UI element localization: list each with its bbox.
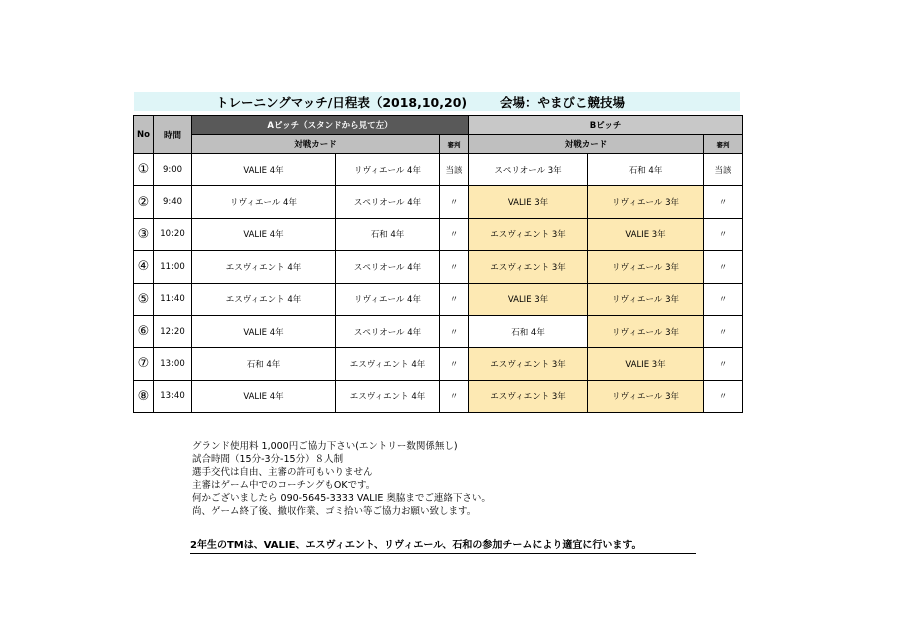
pitch-b-team2: リヴィエール 3年	[588, 283, 704, 315]
pitch-a-referee: 〃	[440, 380, 469, 412]
header-pitch-a: Aピッチ（スタンドから見て左）	[192, 116, 469, 135]
pitch-a-referee: 〃	[440, 315, 469, 347]
table-row	[134, 315, 743, 347]
row-number: ③	[134, 218, 154, 250]
row-time: 10:20	[154, 218, 192, 250]
final-note: 2年生のTMは、VALIE、エスヴィエント、リヴィエール、石和の参加チームにより適宜に行います。	[190, 536, 696, 554]
pitch-b-team1: エスヴィエント 3年	[469, 251, 588, 283]
pitch-b-referee: 〃	[704, 186, 743, 218]
pitch-b-team1: スペリオール 3年	[469, 154, 588, 186]
pitch-b-team2: VALIE 3年	[588, 348, 704, 380]
title-bar	[134, 92, 740, 111]
pitch-a-team2: スペリオール 4年	[336, 315, 440, 347]
pitch-b-referee: 当該	[704, 154, 743, 186]
pitch-b-team1: エスヴィエント 3年	[469, 380, 588, 412]
pitch-b-team1: 石和 4年	[469, 315, 588, 347]
pitch-a-team2: スペリオール 4年	[336, 251, 440, 283]
pitch-a-team2: エスヴィエント 4年	[336, 380, 440, 412]
pitch-a-referee: 〃	[440, 218, 469, 250]
pitch-b-team2: 石和 4年	[588, 154, 704, 186]
row-number: ⑧	[134, 380, 154, 412]
pitch-a-team1: VALIE 4年	[192, 315, 336, 347]
note-line: 尚、ゲーム終了後、撤収作業、ゴミ拾い等ご協力お願い致します。	[192, 506, 477, 517]
pitch-b-team1: エスヴィエント 3年	[469, 348, 588, 380]
pitch-b-team1: VALIE 3年	[469, 186, 588, 218]
pitch-a-referee: 〃	[440, 348, 469, 380]
table-row	[134, 186, 743, 218]
pitch-a-team2: リヴィエール 4年	[336, 154, 440, 186]
pitch-b-referee: 〃	[704, 251, 743, 283]
pitch-b-team1: エスヴィエント 3年	[469, 218, 588, 250]
header-pitch-b: Bピッチ	[469, 116, 743, 135]
table-row	[134, 218, 743, 250]
note-line: 選手交代は自由、主審の許可もいりません	[192, 467, 373, 478]
row-number: ⑥	[134, 315, 154, 347]
pitch-b-referee: 〃	[704, 315, 743, 347]
venue-label: 会場：やまびこ競技場	[500, 95, 626, 110]
pitch-a-team1: VALIE 4年	[192, 218, 336, 250]
pitch-a-team1: 石和 4年	[192, 348, 336, 380]
row-time: 9:40	[154, 186, 192, 218]
table-row	[134, 283, 743, 315]
pitch-a-referee: 〃	[440, 186, 469, 218]
pitch-a-team1: VALIE 4年	[192, 380, 336, 412]
pitch-b-team1: VALIE 3年	[469, 283, 588, 315]
pitch-a-team2: スペリオール 4年	[336, 186, 440, 218]
row-time: 13:40	[154, 380, 192, 412]
row-number: ①	[134, 154, 154, 186]
schedule-title: トレーニングマッチ/日程表（2018,10,20)	[216, 95, 468, 110]
pitch-b-team2: VALIE 3年	[588, 218, 704, 250]
row-time: 9:00	[154, 154, 192, 186]
note-line: グランド使用料 1,000円ご協力下さい(エントリー数関係無し)	[192, 441, 458, 452]
row-number: ②	[134, 186, 154, 218]
pitch-a-team2: エスヴィエント 4年	[336, 348, 440, 380]
header-ref-b: 審判	[704, 135, 743, 154]
header-time: 時間	[154, 116, 192, 154]
note-line: 試合時間（15分-3分-15分）８人制	[192, 454, 344, 465]
row-number: ⑤	[134, 283, 154, 315]
note-line: 何かございましたら 090-5645-3333 VALIE 奥脇までご連絡下さい。	[192, 493, 491, 504]
row-time: 11:00	[154, 251, 192, 283]
pitch-a-team1: VALIE 4年	[192, 154, 336, 186]
pitch-b-team2: リヴィエール 3年	[588, 315, 704, 347]
pitch-a-referee: 〃	[440, 251, 469, 283]
pitch-b-team2: リヴィエール 3年	[588, 186, 704, 218]
header-card-b: 対戦カード	[469, 135, 704, 154]
pitch-a-team1: リヴィエール 4年	[192, 186, 336, 218]
header-ref-a: 審判	[440, 135, 469, 154]
pitch-a-team2: リヴィエール 4年	[336, 283, 440, 315]
header-no: No	[134, 116, 154, 154]
schedule-table	[133, 115, 743, 413]
table-row	[134, 154, 743, 186]
pitch-a-referee: 当該	[440, 154, 469, 186]
row-time: 12:20	[154, 315, 192, 347]
pitch-a-team2: 石和 4年	[336, 218, 440, 250]
table-row	[134, 348, 743, 380]
row-time: 11:40	[154, 283, 192, 315]
pitch-a-team1: エスヴィエント 4年	[192, 251, 336, 283]
pitch-b-referee: 〃	[704, 283, 743, 315]
pitch-b-team2: リヴィエール 3年	[588, 380, 704, 412]
row-number: ⑦	[134, 348, 154, 380]
pitch-b-referee: 〃	[704, 218, 743, 250]
notes	[192, 440, 491, 518]
pitch-b-referee: 〃	[704, 348, 743, 380]
pitch-a-referee: 〃	[440, 283, 469, 315]
table-row	[134, 251, 743, 283]
row-number: ④	[134, 251, 154, 283]
pitch-b-team2: リヴィエール 3年	[588, 251, 704, 283]
row-time: 13:00	[154, 348, 192, 380]
header-card-a: 対戦カード	[192, 135, 440, 154]
pitch-b-referee: 〃	[704, 380, 743, 412]
note-line: 主審はゲーム中でのコーチングもOKです。	[192, 480, 376, 491]
table-row	[134, 380, 743, 412]
pitch-a-team1: エスヴィエント 4年	[192, 283, 336, 315]
